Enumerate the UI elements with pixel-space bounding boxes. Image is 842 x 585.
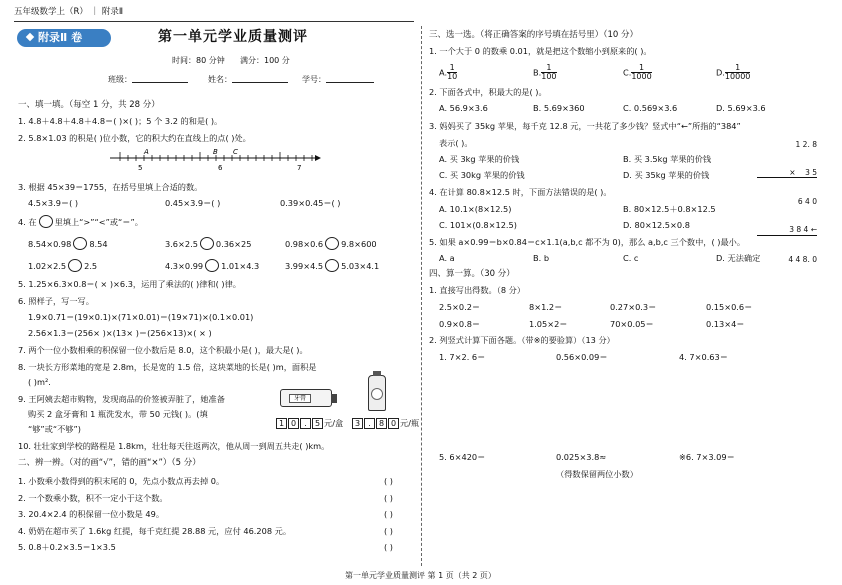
s4-row3-b: 0.56×0.09＝ [556,352,608,362]
header-grade: 五年级数学上（R） [14,7,88,17]
exam-time: 时间：80 分钟 [172,56,225,65]
s1-q4-row2: 1.02×2.5 2.5 [28,261,98,271]
s3-q1-opt-b[interactable]: B. $\frac{1}{100}$ [533,63,557,82]
s1-q4-row1c: 0.98×0.6 9.8×600 [285,239,377,249]
s1-q8b: ( )m². [28,377,51,387]
s1-q3: 3. 根据 45×39＝1755，在括号里填上合适的数。 [18,182,203,192]
price-tag-shampoo: 3 . 8 0 元/瓶 [352,418,419,429]
s3-q2-opt-b[interactable]: B. 5.69×360 [533,103,585,113]
page-title: 第一单元学业质量测评 [158,29,308,45]
s1-q3a: 4.5×3.9＝( ) [28,198,79,208]
s3-q5-opt-b[interactable]: B. b [533,253,550,263]
s3-q1: 1. 一个大于 0 的数乘 0.01，就是把这个数缩小到原来的( )。 [429,46,652,56]
s3-q3-opt-d[interactable]: D. 买 35kg 苹果的价钱 [623,170,710,180]
judge-answer-paren[interactable]: ( ) [384,525,393,536]
judge-answer-paren[interactable]: ( ) [384,492,393,503]
s4-note: （得数保留两位小数） [556,469,638,479]
judge-answer-paren[interactable]: ( ) [384,509,393,519]
s4-row4-a: 5. 6×420＝ [439,452,486,462]
s1-q9a: 9. 王阿姨去超市购物，发现商品的价签被弄脏了，她准备 [18,394,225,404]
gift-label: 牙膏 [289,394,311,403]
s1-q3c: 0.39×0.45＝( ) [280,198,341,208]
label-C: C [233,148,238,156]
s3-q4-opt-c[interactable]: C. 101×(0.8×12.5) [439,220,517,230]
s3-q2-opt-a[interactable]: A. 56.9×3.6 [439,103,488,113]
compare-circle[interactable] [68,259,82,272]
badge-text: 附录Ⅱ 卷 [38,31,83,44]
page-footer: 第一单元学业质量测评 第 1 页（共 2 页） [345,571,496,580]
s3-q2: 2. 下面各式中，积最大的是( )。 [429,87,547,97]
s3-q3-opt-b[interactable]: B. 买 3.5kg 苹果的价钱 [623,154,712,164]
s3-q4-opt-a[interactable]: A. 10.1×(8×12.5) [439,204,512,214]
s4-row1-d: 0.15×0.6＝ [706,302,753,312]
s4-row2-c: 70×0.05＝ [610,319,654,329]
diamond-icon [26,33,34,41]
s1-q4-row1b: 3.6×2.5 0.36×25 [165,239,252,249]
s1-q6: 6. 照样子，写一写。 [18,296,94,306]
s4-row3-c: 4. 7×0.63＝ [679,352,728,362]
header-appendix: 附录Ⅱ [101,7,124,17]
compare-circle[interactable] [325,259,339,272]
s4-row1-a: 2.5×0.2＝ [439,302,481,312]
s4-row1-b: 8×1.2＝ [529,302,563,312]
id-field[interactable] [302,75,374,84]
vert-line: 4 4 8. 0 [788,254,817,264]
name-label: 姓名： [208,75,232,84]
s3-q5-opt-d[interactable]: D. 无法确定 [716,253,761,263]
label-B: B [213,148,218,156]
s3-q1-opt-d[interactable]: D. $\frac{1}{10000}$ [716,63,751,82]
s1-q4-row1: 8.54×0.98 8.54 [28,239,108,249]
section3-heading: 三、选一选。（将正确答案的序号填在括号里）（10 分） [429,30,639,40]
judge-item: 1. 小数乘小数得到的积末尾的 0，先点小数点再去掉 0。 [18,476,225,486]
compare-circle[interactable] [200,237,214,250]
vert-line: 3 8 4 ← [757,225,817,235]
class-label: 班级： [108,75,132,84]
compare-circle[interactable] [205,259,219,272]
s4-part1: 1. 直接写出得数。（8 分） [429,285,526,295]
s4-row1-c: 0.27×0.3＝ [610,302,657,312]
s4-row2-b: 1.05×2＝ [529,319,568,329]
s3-q5-opt-c[interactable]: C. c [623,253,639,263]
s3-q3a: 3. 妈妈买了 35kg 苹果，每千克 12.8 元，一共花了多少钱？竖式中“←”所指的“384” [429,121,741,131]
s4-row3-a: 1. 7×2. 6＝ [439,352,486,362]
exam-score: 满分：100 分 [240,56,290,65]
s3-q4: 4. 在计算 80.8×12.5 时，下面方法错误的是( )。 [429,187,612,197]
s3-q4-opt-d[interactable]: D. 80×12.5×0.8 [623,220,690,230]
s3-q4-opt-b[interactable]: B. 80×12.5＋0.8×12.5 [623,204,716,214]
id-label: 学号： [302,75,326,84]
page-header [14,8,123,17]
s4-row2-a: 0.9×0.8＝ [439,319,481,329]
s4-row4-b: 0.025×3.8≈ [556,452,607,462]
shampoo-bottle-image [368,375,386,411]
vert-line: × 3 5 [757,168,817,178]
judge-item: 2. 一个数乘小数，积不一定小于这个数。 [18,492,168,503]
toothpaste-box-image [280,389,332,407]
price-tag-toothpaste: 1 0 . 5 元/盒 [276,418,343,429]
s1-q2: 2. 5.8×1.03 的积是( )位小数，它的积大约在直线上的点( )处。 [18,133,251,143]
tick-5: 5 [138,164,143,172]
column-divider [421,26,422,566]
section2-heading: 二、辨一辨。（对的画“√”，错的画“×”）（5 分） [18,458,201,468]
label-A: A [144,148,149,156]
s1-q7: 7. 两个一位小数相乘的积保留一位小数后是 8.0，这个积最小是( )，最大是( )。 [18,345,308,355]
header-rule [14,21,414,22]
judge-item: 3. 20.4×2.4 的积保留一位小数是 49。 [18,509,165,519]
s1-q3b: 0.45×3.9＝( ) [165,198,221,208]
tick-6: 6 [218,164,223,172]
appendix-badge [17,29,111,47]
s3-q3-opt-a[interactable]: A. 买 3kg 苹果的价钱 [439,154,520,164]
judge-answer-paren[interactable]: ( ) [384,476,393,486]
s1-q4: 4. 在 里填上“>”“<”或“＝”。 [18,217,143,227]
compare-circle[interactable] [73,237,87,250]
header-sep: ｜ [90,7,100,17]
s1-q9b: 购买 2 盒牙膏和 1 瓶洗发水，带 50 元钱( )。(填 [28,409,208,419]
s1-q1: 1. 4.8＋4.8＋4.8＋4.8＝( )×( )；5 个 3.2 的和是( )。 [18,116,223,126]
judge-item: 5. 0.8＋0.2×3.5＝1×3.5 [18,542,116,552]
judge-answer-paren[interactable]: ( ) [384,542,393,552]
s3-q3b: 表示( )。 [439,138,473,148]
s3-q5: 5. 如果 a×0.99＝b×0.84＝c×1.1(a,b,c 都不为 0)，那么 a,b,c 三个数中，( )最小。 [429,237,746,247]
class-field[interactable] [108,75,188,84]
s3-q5-opt-a[interactable]: A. a [439,253,455,263]
s4-row2-d: 0.13×4＝ [706,319,745,329]
s3-q1-opt-a[interactable]: A. $\frac{1}{10}$ [439,63,458,82]
s1-q6b: 2.56×1.3＝(256× )×(13× )＝(256×13)×( × ) [28,328,212,338]
s1-q4-row2c: 3.99×4.5 5.03×4.1 [285,261,380,271]
section1-heading: 一、填一填。（每空 1 分，共 28 分） [18,100,160,110]
s3-q2-opt-d[interactable]: D. 5.69×3.6 [716,103,766,113]
vert-line: 1 2. 8 [795,139,817,149]
cap-shape [331,394,337,403]
vert-line: 6 4 0 [797,197,817,207]
judge-item: 4. 奶奶在超市买了 1.6kg 红提，每千克红提 28.88 元，应付 46.208 元。 [18,525,292,536]
s1-q5: 5. 1.25×6.3×0.8＝( × )×6.3，运用了乘法的( )律和( )律。 [18,279,241,289]
number-line [108,146,323,172]
s3-q1-opt-c[interactable]: C. $\frac{1}{1000}$ [623,63,652,82]
s3-q3-opt-c[interactable]: C. 买 30kg 苹果的价钱 [439,170,525,180]
s4-row4-c: ※6. 7×3.09＝ [679,452,735,462]
section4-heading: 四、算一算。（30 分） [429,269,515,279]
s3-q2-opt-c[interactable]: C. 0.569×3.6 [623,103,678,113]
s1-q6a: 1.9×0.71＝(19×0.1)×(71×0.01)＝(19×71)×(0.1×0.01) [28,312,254,322]
name-field[interactable] [208,75,288,84]
vertical-multiplication [757,121,817,274]
s4-part2: 2. 列竖式计算下面各题。（带※的要验算）（13 分） [429,335,615,345]
s1-q10: 10. 壮壮家到学校的路程是 1.8km，壮壮每天往返两次，他从周一到周五共走( )km。 [18,441,330,451]
s1-q4-row2b: 4.3×0.99 1.01×4.3 [165,261,260,271]
compare-circle[interactable] [325,237,339,250]
tick-7: 7 [297,164,302,172]
s1-q9c: “够”或“不够”) [28,424,81,434]
compare-circle-icon [39,215,53,228]
s1-q8a: 8. 一块长方形菜地的宽是 2.8m，长是宽的 1.5 倍，这块菜地的长是( )m，面积是 [18,362,317,372]
